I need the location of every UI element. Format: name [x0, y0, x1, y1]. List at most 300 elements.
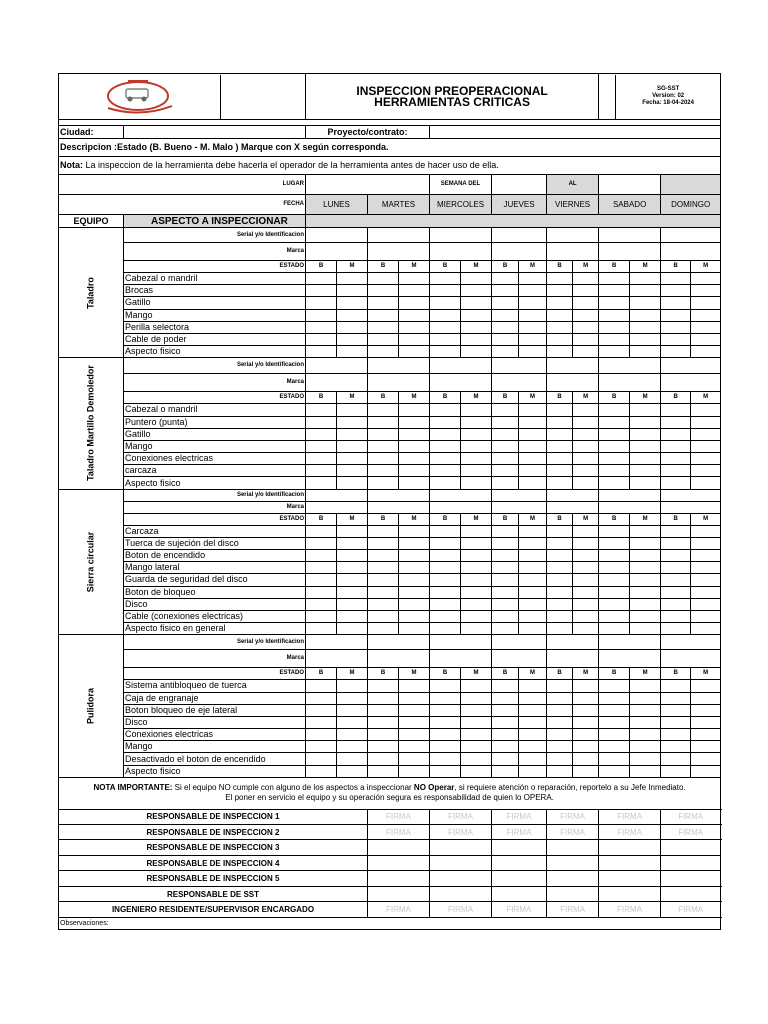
check-cell[interactable]: [630, 704, 661, 716]
firma-field[interactable]: FIRMA: [547, 902, 599, 918]
check-cell[interactable]: [691, 623, 721, 635]
firma-field[interactable]: [599, 840, 661, 856]
check-cell[interactable]: [547, 465, 573, 477]
check-cell[interactable]: [430, 704, 461, 716]
check-cell[interactable]: [691, 273, 721, 285]
marca-field[interactable]: [547, 501, 599, 513]
check-cell[interactable]: [306, 537, 337, 549]
marca-field[interactable]: [492, 650, 547, 668]
lugar-field[interactable]: [306, 175, 430, 195]
serial-field[interactable]: [306, 489, 368, 501]
check-cell[interactable]: [547, 333, 573, 345]
check-cell[interactable]: [306, 453, 337, 465]
check-cell[interactable]: [630, 741, 661, 753]
check-cell[interactable]: [573, 623, 599, 635]
check-cell[interactable]: [461, 321, 492, 333]
check-cell[interactable]: [492, 440, 519, 452]
check-cell[interactable]: [430, 586, 461, 598]
firma-field[interactable]: [547, 840, 599, 856]
check-cell[interactable]: [492, 610, 519, 622]
check-cell[interactable]: [599, 428, 630, 440]
check-cell[interactable]: [337, 692, 368, 704]
marca-field[interactable]: [430, 243, 492, 261]
check-cell[interactable]: [430, 623, 461, 635]
check-cell[interactable]: [519, 416, 547, 428]
check-cell[interactable]: [399, 729, 430, 741]
check-cell[interactable]: [519, 333, 547, 345]
check-cell[interactable]: [306, 741, 337, 753]
check-cell[interactable]: [599, 453, 630, 465]
check-cell[interactable]: [492, 297, 519, 309]
check-cell[interactable]: [492, 525, 519, 537]
check-cell[interactable]: [492, 537, 519, 549]
check-cell[interactable]: [368, 453, 399, 465]
check-cell[interactable]: [337, 586, 368, 598]
check-cell[interactable]: [430, 321, 461, 333]
check-cell[interactable]: [573, 428, 599, 440]
check-cell[interactable]: [399, 753, 430, 765]
check-cell[interactable]: [461, 765, 492, 777]
check-cell[interactable]: [399, 404, 430, 416]
marca-field[interactable]: [492, 243, 547, 261]
check-cell[interactable]: [599, 610, 630, 622]
check-cell[interactable]: [306, 346, 337, 358]
serial-field[interactable]: [368, 635, 430, 650]
check-cell[interactable]: [337, 346, 368, 358]
check-cell[interactable]: [519, 765, 547, 777]
check-cell[interactable]: [573, 704, 599, 716]
check-cell[interactable]: [368, 537, 399, 549]
check-cell[interactable]: [337, 741, 368, 753]
check-cell[interactable]: [461, 574, 492, 586]
check-cell[interactable]: [430, 692, 461, 704]
check-cell[interactable]: [337, 285, 368, 297]
check-cell[interactable]: [306, 285, 337, 297]
check-cell[interactable]: [630, 716, 661, 728]
check-cell[interactable]: [547, 704, 573, 716]
check-cell[interactable]: [573, 525, 599, 537]
check-cell[interactable]: [461, 465, 492, 477]
check-cell[interactable]: [430, 765, 461, 777]
marca-field[interactable]: [306, 501, 368, 513]
check-cell[interactable]: [399, 346, 430, 358]
check-cell[interactable]: [337, 309, 368, 321]
serial-field[interactable]: [368, 228, 430, 243]
firma-field[interactable]: [661, 840, 721, 856]
firma-field[interactable]: [368, 840, 430, 856]
check-cell[interactable]: [519, 598, 547, 610]
check-cell[interactable]: [492, 333, 519, 345]
check-cell[interactable]: [461, 477, 492, 489]
check-cell[interactable]: [661, 598, 691, 610]
check-cell[interactable]: [399, 550, 430, 562]
check-cell[interactable]: [547, 574, 573, 586]
check-cell[interactable]: [661, 753, 691, 765]
check-cell[interactable]: [368, 623, 399, 635]
check-cell[interactable]: [519, 741, 547, 753]
check-cell[interactable]: [337, 453, 368, 465]
check-cell[interactable]: [492, 550, 519, 562]
check-cell[interactable]: [430, 741, 461, 753]
check-cell[interactable]: [573, 309, 599, 321]
check-cell[interactable]: [630, 598, 661, 610]
check-cell[interactable]: [306, 765, 337, 777]
check-cell[interactable]: [461, 550, 492, 562]
check-cell[interactable]: [519, 680, 547, 692]
check-cell[interactable]: [691, 416, 721, 428]
check-cell[interactable]: [461, 610, 492, 622]
check-cell[interactable]: [337, 753, 368, 765]
check-cell[interactable]: [306, 273, 337, 285]
check-cell[interactable]: [573, 404, 599, 416]
check-cell[interactable]: [368, 333, 399, 345]
check-cell[interactable]: [691, 537, 721, 549]
check-cell[interactable]: [430, 465, 461, 477]
check-cell[interactable]: [306, 623, 337, 635]
check-cell[interactable]: [492, 680, 519, 692]
check-cell[interactable]: [519, 273, 547, 285]
check-cell[interactable]: [661, 333, 691, 345]
marca-field[interactable]: [661, 650, 721, 668]
check-cell[interactable]: [461, 346, 492, 358]
check-cell[interactable]: [630, 692, 661, 704]
check-cell[interactable]: [547, 586, 573, 598]
check-cell[interactable]: [691, 692, 721, 704]
check-cell[interactable]: [599, 346, 630, 358]
check-cell[interactable]: [461, 692, 492, 704]
check-cell[interactable]: [306, 321, 337, 333]
firma-field[interactable]: FIRMA: [547, 824, 599, 840]
check-cell[interactable]: [661, 404, 691, 416]
check-cell[interactable]: [599, 285, 630, 297]
serial-field[interactable]: [430, 358, 492, 374]
check-cell[interactable]: [368, 704, 399, 716]
marca-field[interactable]: [547, 374, 599, 392]
check-cell[interactable]: [573, 692, 599, 704]
firma-field[interactable]: [599, 871, 661, 887]
check-cell[interactable]: [599, 704, 630, 716]
check-cell[interactable]: [461, 404, 492, 416]
check-cell[interactable]: [599, 465, 630, 477]
serial-field[interactable]: [306, 358, 368, 374]
check-cell[interactable]: [547, 692, 573, 704]
check-cell[interactable]: [630, 404, 661, 416]
check-cell[interactable]: [661, 321, 691, 333]
check-cell[interactable]: [337, 680, 368, 692]
marca-field[interactable]: [547, 243, 599, 261]
check-cell[interactable]: [337, 465, 368, 477]
check-cell[interactable]: [547, 428, 573, 440]
check-cell[interactable]: [337, 404, 368, 416]
check-cell[interactable]: [399, 537, 430, 549]
check-cell[interactable]: [661, 562, 691, 574]
check-cell[interactable]: [461, 704, 492, 716]
check-cell[interactable]: [599, 741, 630, 753]
check-cell[interactable]: [547, 297, 573, 309]
firma-field[interactable]: [661, 886, 721, 902]
check-cell[interactable]: [461, 453, 492, 465]
check-cell[interactable]: [461, 525, 492, 537]
check-cell[interactable]: [630, 586, 661, 598]
check-cell[interactable]: [368, 309, 399, 321]
check-cell[interactable]: [399, 465, 430, 477]
marca-field[interactable]: [368, 501, 430, 513]
check-cell[interactable]: [573, 465, 599, 477]
check-cell[interactable]: [368, 477, 399, 489]
check-cell[interactable]: [519, 586, 547, 598]
firma-field[interactable]: FIRMA: [661, 902, 721, 918]
check-cell[interactable]: [337, 765, 368, 777]
check-cell[interactable]: [691, 525, 721, 537]
check-cell[interactable]: [661, 477, 691, 489]
check-cell[interactable]: [547, 404, 573, 416]
firma-field[interactable]: FIRMA: [599, 809, 661, 824]
check-cell[interactable]: [599, 273, 630, 285]
check-cell[interactable]: [661, 537, 691, 549]
check-cell[interactable]: [573, 765, 599, 777]
check-cell[interactable]: [368, 598, 399, 610]
check-cell[interactable]: [337, 537, 368, 549]
marca-field[interactable]: [661, 243, 721, 261]
check-cell[interactable]: [599, 309, 630, 321]
check-cell[interactable]: [306, 574, 337, 586]
ciudad-field[interactable]: [124, 126, 306, 139]
check-cell[interactable]: [599, 537, 630, 549]
check-cell[interactable]: [691, 550, 721, 562]
check-cell[interactable]: [492, 765, 519, 777]
check-cell[interactable]: [399, 741, 430, 753]
check-cell[interactable]: [599, 729, 630, 741]
check-cell[interactable]: [492, 465, 519, 477]
check-cell[interactable]: [519, 525, 547, 537]
check-cell[interactable]: [461, 741, 492, 753]
check-cell[interactable]: [399, 453, 430, 465]
check-cell[interactable]: [547, 321, 573, 333]
semana-field[interactable]: [492, 175, 547, 195]
firma-field[interactable]: [492, 886, 547, 902]
check-cell[interactable]: [661, 623, 691, 635]
serial-field[interactable]: [368, 489, 430, 501]
check-cell[interactable]: [691, 465, 721, 477]
check-cell[interactable]: [368, 440, 399, 452]
check-cell[interactable]: [661, 285, 691, 297]
check-cell[interactable]: [691, 741, 721, 753]
marca-field[interactable]: [306, 650, 368, 668]
check-cell[interactable]: [430, 428, 461, 440]
marca-field[interactable]: [368, 374, 430, 392]
check-cell[interactable]: [630, 346, 661, 358]
check-cell[interactable]: [399, 273, 430, 285]
check-cell[interactable]: [519, 477, 547, 489]
check-cell[interactable]: [599, 440, 630, 452]
check-cell[interactable]: [573, 333, 599, 345]
check-cell[interactable]: [492, 428, 519, 440]
check-cell[interactable]: [630, 333, 661, 345]
check-cell[interactable]: [399, 574, 430, 586]
check-cell[interactable]: [399, 692, 430, 704]
check-cell[interactable]: [519, 465, 547, 477]
firma-field[interactable]: FIRMA: [599, 824, 661, 840]
firma-field[interactable]: FIRMA: [430, 809, 492, 824]
check-cell[interactable]: [368, 729, 399, 741]
check-cell[interactable]: [492, 716, 519, 728]
check-cell[interactable]: [368, 765, 399, 777]
check-cell[interactable]: [630, 574, 661, 586]
check-cell[interactable]: [399, 716, 430, 728]
check-cell[interactable]: [630, 297, 661, 309]
check-cell[interactable]: [337, 416, 368, 428]
check-cell[interactable]: [368, 404, 399, 416]
check-cell[interactable]: [368, 273, 399, 285]
check-cell[interactable]: [399, 525, 430, 537]
check-cell[interactable]: [306, 440, 337, 452]
check-cell[interactable]: [337, 428, 368, 440]
marca-field[interactable]: [368, 243, 430, 261]
check-cell[interactable]: [599, 297, 630, 309]
check-cell[interactable]: [306, 598, 337, 610]
proyecto-field[interactable]: [430, 126, 721, 139]
check-cell[interactable]: [430, 598, 461, 610]
check-cell[interactable]: [519, 346, 547, 358]
check-cell[interactable]: [691, 453, 721, 465]
check-cell[interactable]: [368, 416, 399, 428]
check-cell[interactable]: [519, 753, 547, 765]
check-cell[interactable]: [461, 297, 492, 309]
check-cell[interactable]: [573, 346, 599, 358]
marca-field[interactable]: [661, 501, 721, 513]
check-cell[interactable]: [630, 416, 661, 428]
serial-field[interactable]: [599, 489, 661, 501]
check-cell[interactable]: [306, 716, 337, 728]
check-cell[interactable]: [599, 562, 630, 574]
serial-field[interactable]: [661, 358, 721, 374]
check-cell[interactable]: [430, 333, 461, 345]
check-cell[interactable]: [461, 598, 492, 610]
check-cell[interactable]: [430, 404, 461, 416]
firma-field[interactable]: [492, 855, 547, 871]
check-cell[interactable]: [399, 428, 430, 440]
check-cell[interactable]: [573, 586, 599, 598]
firma-field[interactable]: [492, 840, 547, 856]
check-cell[interactable]: [337, 574, 368, 586]
serial-field[interactable]: [306, 228, 368, 243]
check-cell[interactable]: [368, 716, 399, 728]
serial-field[interactable]: [368, 358, 430, 374]
check-cell[interactable]: [599, 550, 630, 562]
check-cell[interactable]: [368, 574, 399, 586]
check-cell[interactable]: [630, 273, 661, 285]
marca-field[interactable]: [430, 650, 492, 668]
check-cell[interactable]: [368, 525, 399, 537]
check-cell[interactable]: [306, 297, 337, 309]
check-cell[interactable]: [519, 440, 547, 452]
check-cell[interactable]: [399, 333, 430, 345]
check-cell[interactable]: [368, 550, 399, 562]
check-cell[interactable]: [430, 610, 461, 622]
check-cell[interactable]: [461, 333, 492, 345]
check-cell[interactable]: [573, 297, 599, 309]
check-cell[interactable]: [430, 680, 461, 692]
firma-field[interactable]: [599, 855, 661, 871]
check-cell[interactable]: [461, 562, 492, 574]
check-cell[interactable]: [519, 623, 547, 635]
serial-field[interactable]: [430, 635, 492, 650]
check-cell[interactable]: [691, 765, 721, 777]
check-cell[interactable]: [461, 729, 492, 741]
check-cell[interactable]: [461, 716, 492, 728]
check-cell[interactable]: [599, 623, 630, 635]
check-cell[interactable]: [661, 550, 691, 562]
serial-field[interactable]: [547, 489, 599, 501]
check-cell[interactable]: [630, 537, 661, 549]
marca-field[interactable]: [599, 501, 661, 513]
check-cell[interactable]: [573, 416, 599, 428]
check-cell[interactable]: [368, 753, 399, 765]
check-cell[interactable]: [519, 321, 547, 333]
check-cell[interactable]: [492, 704, 519, 716]
check-cell[interactable]: [630, 729, 661, 741]
check-cell[interactable]: [306, 333, 337, 345]
check-cell[interactable]: [399, 598, 430, 610]
check-cell[interactable]: [547, 623, 573, 635]
check-cell[interactable]: [661, 465, 691, 477]
check-cell[interactable]: [547, 550, 573, 562]
firma-field[interactable]: [492, 871, 547, 887]
check-cell[interactable]: [599, 477, 630, 489]
check-cell[interactable]: [492, 309, 519, 321]
firma-field[interactable]: [661, 855, 721, 871]
check-cell[interactable]: [399, 623, 430, 635]
check-cell[interactable]: [337, 321, 368, 333]
check-cell[interactable]: [630, 680, 661, 692]
check-cell[interactable]: [368, 297, 399, 309]
firma-field[interactable]: FIRMA: [661, 809, 721, 824]
serial-field[interactable]: [306, 635, 368, 650]
check-cell[interactable]: [630, 285, 661, 297]
check-cell[interactable]: [691, 586, 721, 598]
check-cell[interactable]: [430, 285, 461, 297]
check-cell[interactable]: [399, 680, 430, 692]
marca-field[interactable]: [430, 374, 492, 392]
check-cell[interactable]: [430, 550, 461, 562]
check-cell[interactable]: [337, 550, 368, 562]
check-cell[interactable]: [306, 550, 337, 562]
check-cell[interactable]: [691, 680, 721, 692]
check-cell[interactable]: [573, 273, 599, 285]
check-cell[interactable]: [573, 741, 599, 753]
check-cell[interactable]: [573, 729, 599, 741]
check-cell[interactable]: [306, 477, 337, 489]
check-cell[interactable]: [492, 753, 519, 765]
check-cell[interactable]: [547, 753, 573, 765]
serial-field[interactable]: [661, 489, 721, 501]
check-cell[interactable]: [630, 440, 661, 452]
firma-field[interactable]: [430, 840, 492, 856]
check-cell[interactable]: [691, 610, 721, 622]
check-cell[interactable]: [691, 404, 721, 416]
check-cell[interactable]: [691, 729, 721, 741]
check-cell[interactable]: [661, 309, 691, 321]
check-cell[interactable]: [599, 586, 630, 598]
check-cell[interactable]: [337, 440, 368, 452]
check-cell[interactable]: [306, 404, 337, 416]
marca-field[interactable]: [599, 243, 661, 261]
check-cell[interactable]: [519, 297, 547, 309]
check-cell[interactable]: [691, 297, 721, 309]
check-cell[interactable]: [306, 610, 337, 622]
check-cell[interactable]: [547, 562, 573, 574]
check-cell[interactable]: [661, 574, 691, 586]
